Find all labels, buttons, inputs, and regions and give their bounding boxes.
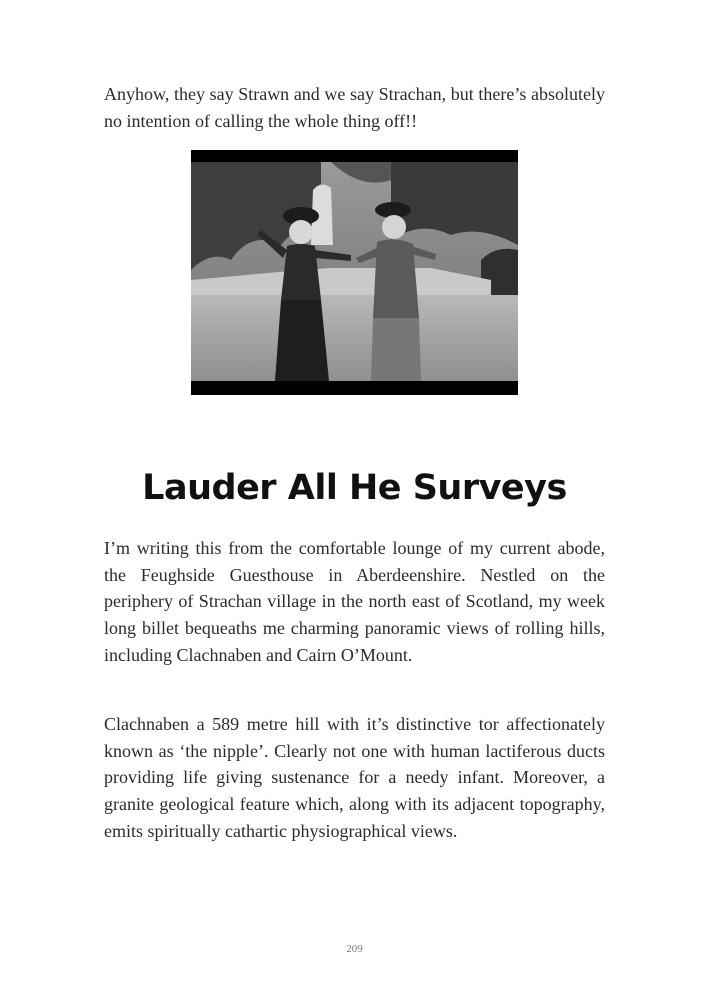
film-still-photo-icon xyxy=(191,150,518,395)
body-paragraph: I’m writing this from the comfortable lounge of my current abode, the Feughside Guesthouse in Aberdeenshire. Nestled on the periphery of Strachan village in the north east of Scotland, my week long billet bequeaths me charming panoramic views of rolling hills, including Clachnaben and Cairn O’Mount. xyxy=(104,538,605,665)
intro-paragraph: Anyhow, they say Strawn and we say Strachan, but there’s absolutely no intention of calling the whole thing off!! xyxy=(104,84,605,131)
chapter-title: Lauder All He Surveys xyxy=(142,468,567,508)
body-paragraph: Clachnaben a 589 metre hill with it’s distinctive tor affectionately known as ‘the nipple’. Clearly not one with human lactiferous ducts providing life giving sustenance for a needy infant. Moreover, a granite geological feature which, along with its adjacent topography, emits spiritually cathartic physiographical views. xyxy=(104,714,605,841)
film-still-photo xyxy=(191,150,518,395)
page-number: 209 xyxy=(346,943,363,955)
